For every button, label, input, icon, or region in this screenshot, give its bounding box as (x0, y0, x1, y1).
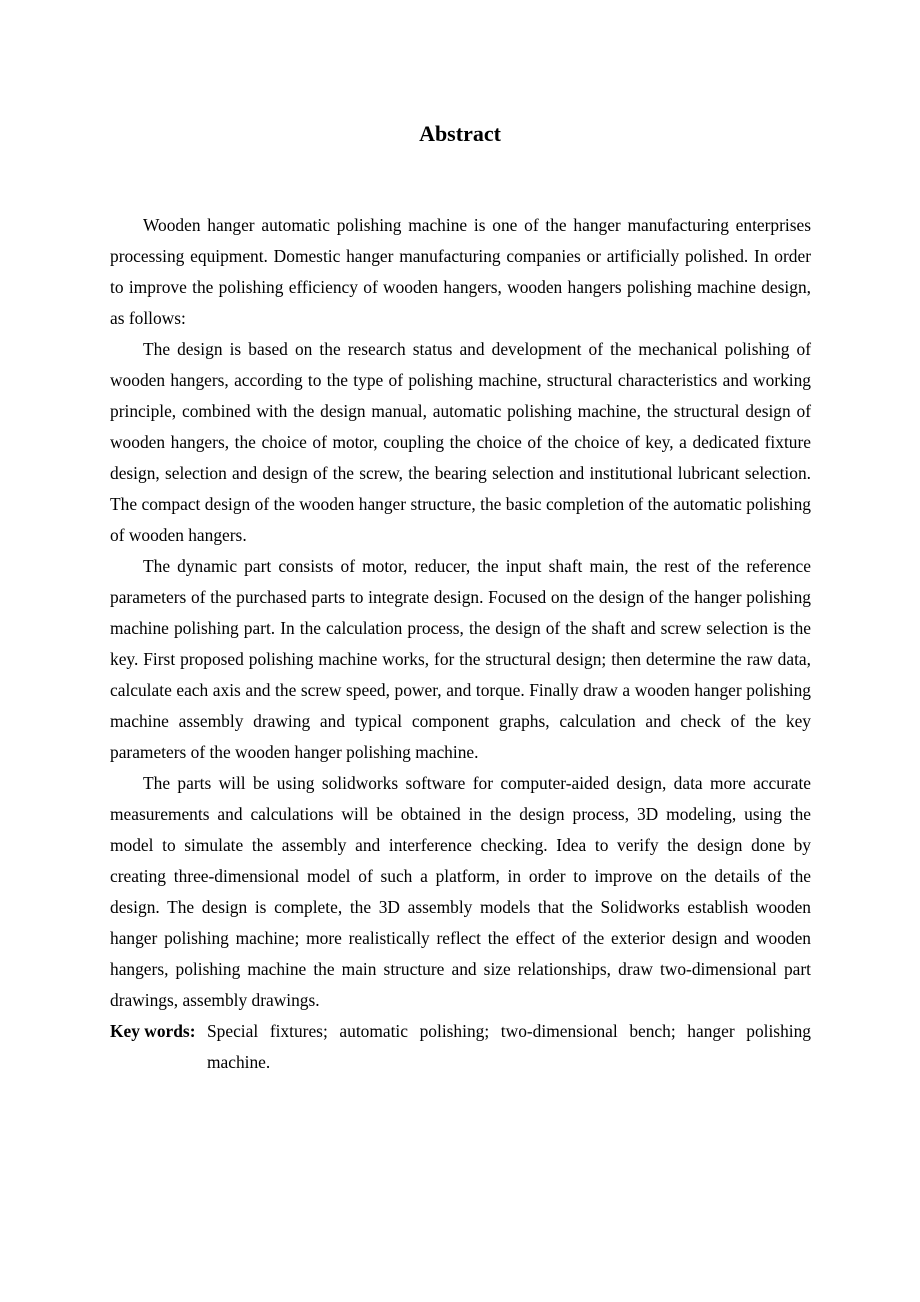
abstract-body (110, 210, 811, 1078)
keywords-label: Key words: (110, 1021, 196, 1041)
page-title: Abstract (419, 121, 501, 146)
abstract-paragraph: The parts will be using solidworks software for computer-aided design, data more accurate measurements and calculations will be obtained in the design process, 3D modeling, using the model to simulate the assembly and interference checking. Idea to verify the design done by creating three-dimensional model of such a platform, in order to improve on the details of the design. The design is complete, the 3D assembly models that the Solidworks establish wooden hanger polishing machine; more realistically reflect the effect of the exterior design and wooden hangers, polishing machine the main structure and size relationships, draw two-dimensional part drawings, assembly drawings. (110, 773, 811, 1010)
abstract-paragraph: The dynamic part consists of motor, reducer, the input shaft main, the rest of the reference parameters of the purchased parts to integrate design. Focused on the design of the hanger polishing machine polishing part. In the calculation process, the design of the shaft and screw selection is the key. First proposed polishing machine works, for the structural design; then determine the raw data, calculate each axis and the screw speed, power, and torque. Finally draw a wooden hanger polishing machine assembly drawing and typical component graphs, calculation and check of the key parameters of the wooden hanger polishing machine. (110, 556, 811, 762)
keywords (110, 1016, 811, 1078)
abstract-paragraph: Wooden hanger automatic polishing machine is one of the hanger manufacturing enterprises processing equipment. Domestic hanger manufacturing companies or artificially polished. In order to improve the polishing efficiency of wooden hangers, wooden hangers polishing machine design, as follows: (110, 215, 811, 328)
keywords-text: Special fixtures; automatic polishing; two-dimensional bench; hanger polishing machine. (207, 1021, 811, 1072)
abstract-paragraph: The design is based on the research status and development of the mechanical polishing of wooden hangers, according to the type of polishing machine, structural characteristics and working principle, combined with the design manual, automatic polishing machine, the structural design of wooden hangers, the choice of motor, coupling the choice of the choice of key, a dedicated fixture design, selection and design of the screw, the bearing selection and institutional lubricant selection. The compact design of the wooden hanger structure, the basic completion of the automatic polishing of wooden hangers. (110, 339, 811, 545)
